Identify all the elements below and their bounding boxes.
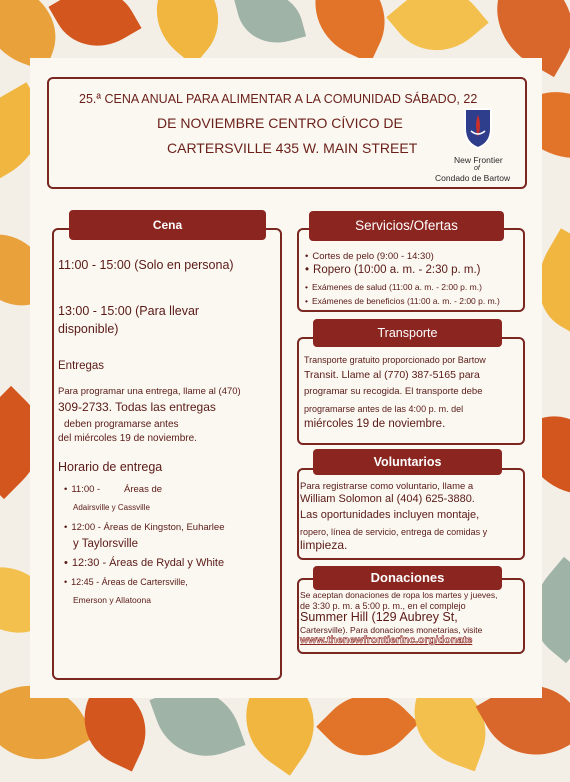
donaciones-line4: Cartersville). Para donaciones monetarias, visite	[300, 625, 483, 635]
servicios-item-4: • Exámenes de beneficios (11:00 a. m. - 2:00 p. m.)	[305, 295, 500, 307]
transporte-line5: miércoles 19 de noviembre.	[304, 418, 446, 430]
entregas-line4: del miércoles 19 de noviembre.	[58, 433, 197, 444]
leaf-icon	[298, 0, 402, 63]
horario-item-4a: • 12:45 - Áreas de Cartersville,	[64, 576, 188, 588]
logo-text-of: of	[474, 165, 480, 172]
entregas-line1: Para programar una entrega, llame al (470)	[58, 386, 241, 397]
donaciones-title: Donaciones	[313, 566, 502, 590]
cena-time2b: disponible)	[58, 322, 119, 336]
header-line1: 25.ª CENA ANUAL PARA ALIMENTAR A LA COMUNIDAD SÁBADO, 22	[79, 92, 478, 106]
header-line2: DE NOVIEMBRE CENTRO CÍVICO DE	[157, 115, 403, 131]
cena-card	[52, 228, 282, 680]
leaf-icon	[48, 0, 141, 63]
voluntarios-title: Voluntarios	[313, 449, 502, 475]
servicios-item-3: • Exámenes de salud (11:00 a. m. - 2:00 p. m.)	[305, 281, 482, 293]
cena-time2a: 13:00 - 15:00 (Para llevar	[58, 304, 200, 318]
transporte-line4: programarse antes de las 4:00 p. m. del	[304, 404, 464, 414]
donaciones-line1: Se aceptan donaciones de ropa los martes y jueves,	[300, 590, 498, 600]
leaf-icon	[234, 0, 306, 52]
leaf-icon	[136, 0, 238, 66]
horario-item-3: • 12:30 - Áreas de Rydal y White	[64, 557, 224, 569]
voluntarios-line1: Para registrarse como voluntario, llame a	[300, 481, 474, 492]
horario-item-2a: • 12:00 - Áreas de Kingston, Euharlee	[64, 522, 224, 534]
horario-item-1b: Áreas de	[124, 484, 163, 495]
servicios-title: Servicios/Ofertas	[309, 211, 504, 241]
logo-text-line2: Condado de Bartow	[435, 173, 511, 183]
transporte-line2: Transit. Llame al (770) 387-5165 para	[304, 369, 480, 381]
logo-text-line1: New Frontier	[454, 155, 503, 165]
cena-title: Cena	[69, 210, 266, 240]
donaciones-line2: de 3:30 p. m. a 5:00 p. m., en el complejo	[300, 601, 466, 611]
horario-item-2b: y Taylorsville	[73, 538, 138, 550]
donate-link[interactable]: www.thenewfrontierinc.org/donate	[300, 634, 473, 646]
horario-item-4b: Emerson y Allatoona	[73, 595, 151, 605]
voluntarios-line4: ropero, línea de servicio, entrega de comidas y	[300, 527, 488, 537]
transporte-line1: Transporte gratuito proporcionado por Bartow	[304, 355, 486, 365]
horario-item-1c: Adairsville y Cassville	[73, 503, 150, 512]
header-line3: CARTERSVILLE 435 W. MAIN STREET	[167, 140, 418, 156]
horario-item-1a: • 11:00 -	[64, 484, 100, 496]
entregas-title: Entregas	[58, 360, 105, 372]
servicios-item-2: • Ropero (10:00 a. m. - 2:30 p. m.)	[305, 264, 481, 276]
donaciones-line3: Summer Hill (129 Aubrey St,	[300, 610, 458, 624]
servicios-item-1: • Cortes de pelo (9:00 - 14:30)	[305, 251, 434, 263]
entregas-line3: deben programarse antes	[64, 419, 179, 430]
transporte-title: Transporte	[313, 319, 502, 347]
voluntarios-line5: limpieza.	[300, 538, 348, 552]
cena-time1: 11:00 - 15:00 (Solo en persona)	[58, 258, 234, 272]
horario-title: Horario de entrega	[58, 460, 163, 474]
transporte-line3: programar su recogida. El transporte debe	[304, 386, 483, 397]
entregas-line2: 309-2733. Todas las entregas	[58, 400, 216, 414]
voluntarios-line2: William Solomon al (404) 625-3880.	[300, 493, 475, 505]
voluntarios-line3: Las oportunidades incluyen montaje,	[300, 509, 480, 521]
header-card	[47, 77, 527, 189]
shield-logo-icon	[463, 107, 493, 149]
